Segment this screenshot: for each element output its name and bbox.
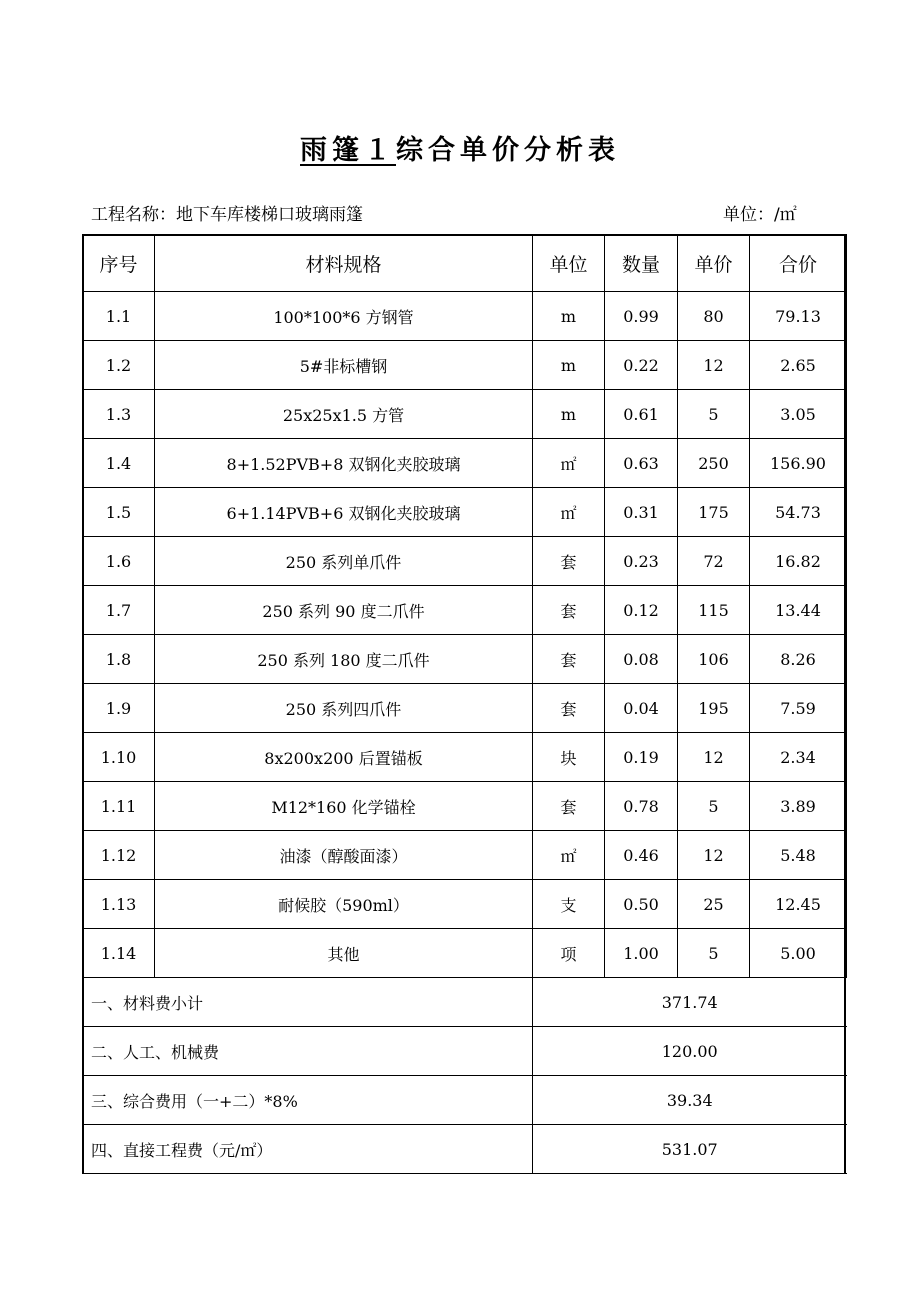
cell-total: 3.05 <box>750 390 847 439</box>
cell-unit: m <box>533 341 605 390</box>
cell-index: 1.7 <box>83 586 155 635</box>
table-row <box>83 733 847 782</box>
title-rest: 综合单价分析表 <box>396 135 620 166</box>
cell-total: 3.89 <box>750 782 847 831</box>
cell-unit-price: 12 <box>678 341 750 390</box>
header-index: 序号 <box>83 235 155 292</box>
cell-unit: 支 <box>533 880 605 929</box>
cell-unit-price: 5 <box>678 390 750 439</box>
summary-value: 120.00 <box>533 1027 847 1076</box>
cell-material: 250 系列四爪件 <box>155 684 533 733</box>
cell-index: 1.6 <box>83 537 155 586</box>
summary-label: 四、直接工程费（元/㎡） <box>83 1125 533 1174</box>
table-row <box>83 537 847 586</box>
cell-unit: ㎡ <box>533 439 605 488</box>
cell-quantity: 0.63 <box>605 439 678 488</box>
cost-analysis-table <box>82 234 847 1174</box>
cell-material: 8x200x200 后置锚板 <box>155 733 533 782</box>
cell-unit-price: 106 <box>678 635 750 684</box>
summary-label: 二、人工、机械费 <box>83 1027 533 1076</box>
summary-label: 一、材料费小计 <box>83 978 533 1027</box>
cell-unit: 项 <box>533 929 605 978</box>
header-quantity: 数量 <box>605 235 678 292</box>
cell-index: 1.14 <box>83 929 155 978</box>
cell-quantity: 0.08 <box>605 635 678 684</box>
cell-unit-price: 5 <box>678 929 750 978</box>
cell-unit: m <box>533 292 605 341</box>
cell-quantity: 0.04 <box>605 684 678 733</box>
table-row <box>83 684 847 733</box>
cell-unit: 块 <box>533 733 605 782</box>
cell-unit: 套 <box>533 782 605 831</box>
cell-total: 54.73 <box>750 488 847 537</box>
cell-unit-price: 12 <box>678 831 750 880</box>
title-underlined-part: 雨篷１ <box>300 135 396 166</box>
header-unit-price: 单价 <box>678 235 750 292</box>
table-row <box>83 488 847 537</box>
cell-material: 250 系列 180 度二爪件 <box>155 635 533 684</box>
cell-material: 8+1.52PVB+8 双钢化夹胶玻璃 <box>155 439 533 488</box>
table-row <box>83 929 847 978</box>
cell-index: 1.10 <box>83 733 155 782</box>
cell-total: 7.59 <box>750 684 847 733</box>
cell-quantity: 0.19 <box>605 733 678 782</box>
header-material: 材料规格 <box>155 235 533 292</box>
cell-index: 1.2 <box>83 341 155 390</box>
cell-unit: ㎡ <box>533 488 605 537</box>
header-unit: 单位 <box>533 235 605 292</box>
cell-unit-price: 195 <box>678 684 750 733</box>
cell-total: 5.48 <box>750 831 847 880</box>
cell-material: 其他 <box>155 929 533 978</box>
cell-quantity: 0.22 <box>605 341 678 390</box>
cell-total: 5.00 <box>750 929 847 978</box>
cell-index: 1.9 <box>83 684 155 733</box>
header-total: 合价 <box>750 235 847 292</box>
cell-index: 1.1 <box>83 292 155 341</box>
cell-index: 1.5 <box>83 488 155 537</box>
cell-unit-price: 80 <box>678 292 750 341</box>
cell-total: 12.45 <box>750 880 847 929</box>
cell-material: 250 系列 90 度二爪件 <box>155 586 533 635</box>
cell-unit-price: 25 <box>678 880 750 929</box>
cell-quantity: 0.99 <box>605 292 678 341</box>
cell-unit-price: 115 <box>678 586 750 635</box>
summary-row <box>83 978 847 1027</box>
cell-material: 25x25x1.5 方管 <box>155 390 533 439</box>
table-header-row <box>83 235 847 292</box>
cell-quantity: 1.00 <box>605 929 678 978</box>
cell-total: 2.65 <box>750 341 847 390</box>
summary-value: 39.34 <box>533 1076 847 1125</box>
cell-unit-price: 175 <box>678 488 750 537</box>
cell-unit-price: 250 <box>678 439 750 488</box>
cell-index: 1.13 <box>83 880 155 929</box>
cell-unit: 套 <box>533 684 605 733</box>
summary-row <box>83 1125 847 1174</box>
document-meta <box>91 200 811 224</box>
cell-index: 1.3 <box>83 390 155 439</box>
table-row <box>83 782 847 831</box>
cell-index: 1.12 <box>83 831 155 880</box>
table-row <box>83 831 847 880</box>
table-row <box>83 341 847 390</box>
cell-index: 1.4 <box>83 439 155 488</box>
cell-unit: 套 <box>533 537 605 586</box>
cell-quantity: 0.50 <box>605 880 678 929</box>
cell-total: 79.13 <box>750 292 847 341</box>
table-row <box>83 880 847 929</box>
cell-quantity: 0.23 <box>605 537 678 586</box>
page-title <box>0 128 920 167</box>
cell-unit-price: 72 <box>678 537 750 586</box>
cell-quantity: 0.12 <box>605 586 678 635</box>
cell-quantity: 0.78 <box>605 782 678 831</box>
summary-row <box>83 1076 847 1125</box>
table-row <box>83 586 847 635</box>
table-row <box>83 635 847 684</box>
cell-quantity: 0.46 <box>605 831 678 880</box>
cell-index: 1.8 <box>83 635 155 684</box>
table-row <box>83 292 847 341</box>
cell-material: 油漆（醇酸面漆） <box>155 831 533 880</box>
cell-material: 250 系列单爪件 <box>155 537 533 586</box>
cell-unit-price: 5 <box>678 782 750 831</box>
cell-total: 156.90 <box>750 439 847 488</box>
cell-material: 5#非标槽钢 <box>155 341 533 390</box>
cell-total: 2.34 <box>750 733 847 782</box>
cell-total: 8.26 <box>750 635 847 684</box>
unit-label: 单位：/㎡ <box>723 205 797 225</box>
cell-quantity: 0.31 <box>605 488 678 537</box>
cell-unit: m <box>533 390 605 439</box>
cell-unit: 套 <box>533 586 605 635</box>
table-row <box>83 390 847 439</box>
table-row <box>83 439 847 488</box>
summary-value: 371.74 <box>533 978 847 1027</box>
summary-row <box>83 1027 847 1076</box>
cell-quantity: 0.61 <box>605 390 678 439</box>
summary-label: 三、综合费用（一+二）*8% <box>83 1076 533 1125</box>
cell-unit-price: 12 <box>678 733 750 782</box>
cell-total: 16.82 <box>750 537 847 586</box>
cell-material: 耐候胶（590ml） <box>155 880 533 929</box>
cell-index: 1.11 <box>83 782 155 831</box>
cell-material: 6+1.14PVB+6 双钢化夹胶玻璃 <box>155 488 533 537</box>
summary-value: 531.07 <box>533 1125 847 1174</box>
cell-unit: 套 <box>533 635 605 684</box>
cell-total: 13.44 <box>750 586 847 635</box>
cell-material: 100*100*6 方钢管 <box>155 292 533 341</box>
project-name: 工程名称：地下车库楼梯口玻璃雨篷 <box>91 205 363 225</box>
cell-unit: ㎡ <box>533 831 605 880</box>
cell-material: M12*160 化学锚栓 <box>155 782 533 831</box>
